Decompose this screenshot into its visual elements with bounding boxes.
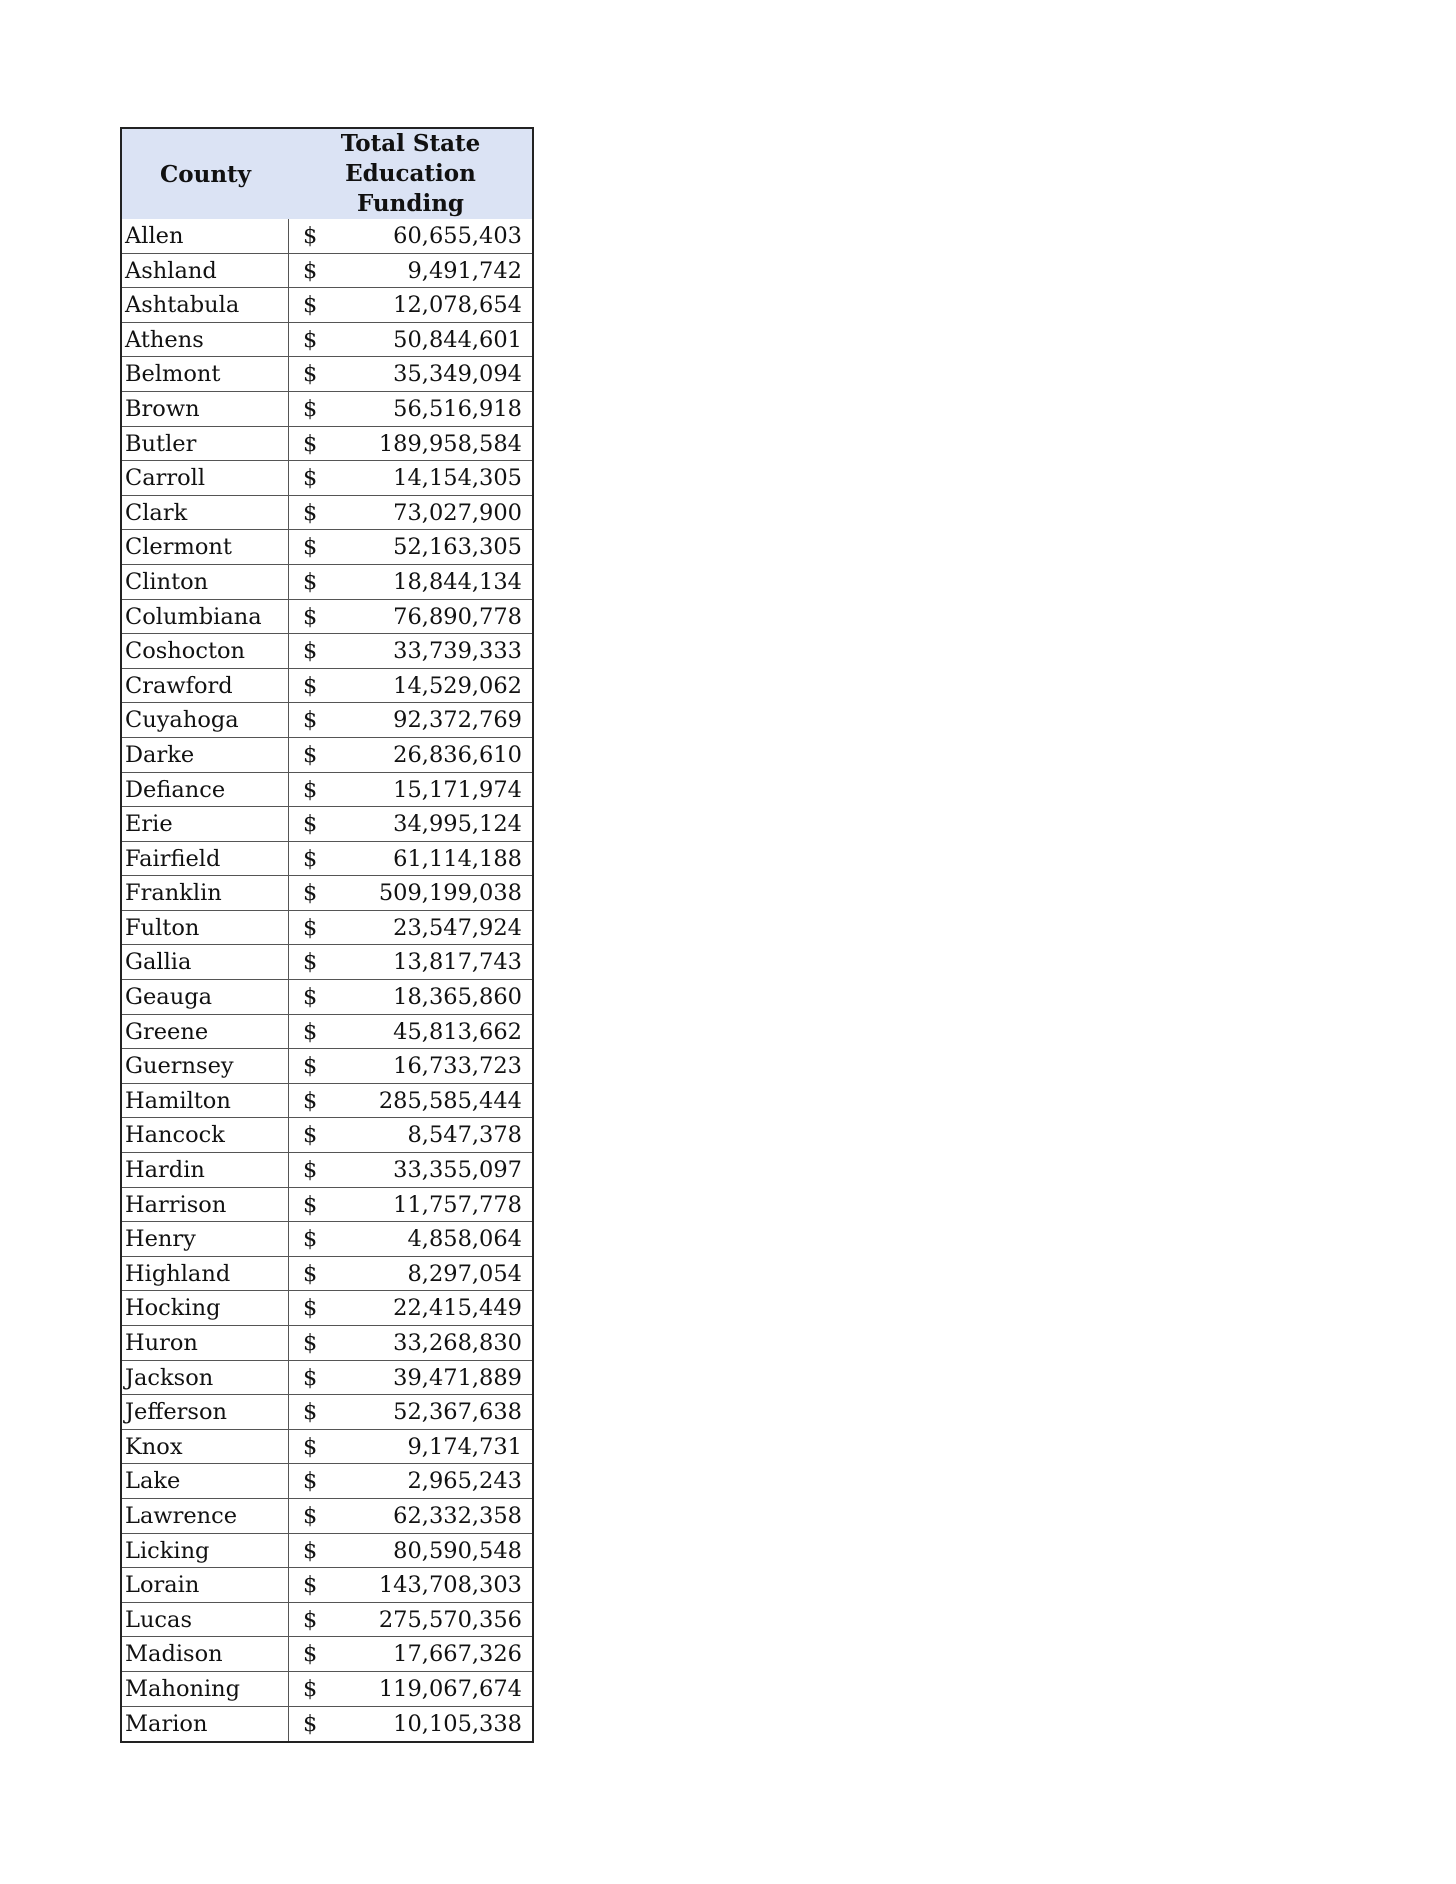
table-row bbox=[122, 600, 532, 635]
county-cell: Fulton bbox=[122, 911, 289, 945]
currency-symbol: $ bbox=[303, 1053, 318, 1080]
currency-symbol: $ bbox=[303, 1710, 318, 1737]
currency-symbol: $ bbox=[303, 1330, 318, 1356]
table-row bbox=[122, 1257, 532, 1292]
funding-value-cell: 62,332,358 bbox=[393, 1502, 522, 1529]
funding-value-cell: 14,154,305 bbox=[393, 465, 522, 492]
funding-value-cell: 12,078,654 bbox=[393, 292, 522, 319]
currency-symbol: $ bbox=[303, 223, 318, 249]
currency-symbol: $ bbox=[303, 499, 318, 526]
funding-value-cell: 285,585,444 bbox=[378, 1087, 522, 1114]
funding-value-cell: 33,739,333 bbox=[393, 638, 522, 665]
table-row bbox=[122, 1464, 532, 1499]
county-cell: Belmont bbox=[122, 357, 289, 391]
table-row bbox=[122, 1707, 532, 1742]
funding-value-cell: 18,844,134 bbox=[393, 568, 522, 595]
currency-symbol: $ bbox=[303, 292, 318, 319]
currency-symbol: $ bbox=[303, 1260, 318, 1287]
currency-symbol: $ bbox=[303, 1157, 318, 1184]
currency-symbol: $ bbox=[303, 326, 318, 353]
table-row bbox=[122, 1188, 532, 1223]
funding-value-cell: 17,667,326 bbox=[393, 1641, 522, 1668]
currency-symbol: $ bbox=[303, 361, 318, 388]
currency-symbol: $ bbox=[303, 1606, 318, 1633]
funding-value-cell: 189,958,584 bbox=[378, 430, 522, 457]
table-row bbox=[122, 530, 532, 565]
table-row bbox=[122, 1118, 532, 1153]
funding-value-cell: 52,163,305 bbox=[393, 534, 522, 561]
county-cell: Hancock bbox=[122, 1118, 289, 1152]
currency-symbol: $ bbox=[303, 741, 318, 768]
funding-value-cell: 34,995,124 bbox=[393, 811, 522, 838]
county-cell: Hocking bbox=[122, 1291, 289, 1325]
county-cell: Highland bbox=[122, 1257, 289, 1291]
currency-symbol: $ bbox=[303, 1087, 318, 1114]
header-county bbox=[122, 129, 289, 219]
currency-symbol: $ bbox=[303, 1018, 318, 1045]
county-cell: Coshocton bbox=[122, 634, 289, 668]
table-row bbox=[122, 357, 532, 392]
currency-symbol: $ bbox=[303, 949, 318, 976]
funding-value-cell: 22,415,449 bbox=[393, 1295, 522, 1322]
county-cell: Ashtabula bbox=[122, 288, 289, 322]
county-cell: Columbiana bbox=[122, 600, 289, 634]
county-cell: Butler bbox=[122, 427, 289, 461]
funding-value-cell: 52,367,638 bbox=[393, 1399, 522, 1426]
funding-value-cell: 45,813,662 bbox=[393, 1018, 522, 1045]
table-row bbox=[122, 565, 532, 600]
funding-value-cell: 275,570,356 bbox=[378, 1606, 522, 1633]
county-cell: Huron bbox=[122, 1326, 289, 1360]
currency-symbol: $ bbox=[303, 1295, 318, 1322]
table-row bbox=[122, 288, 532, 323]
funding-value-cell: 73,027,900 bbox=[393, 499, 522, 526]
county-cell: Lucas bbox=[122, 1603, 289, 1637]
county-cell: Knox bbox=[122, 1430, 289, 1464]
table-row bbox=[122, 1291, 532, 1326]
currency-symbol: $ bbox=[303, 845, 318, 872]
table-row bbox=[122, 219, 532, 254]
currency-symbol: $ bbox=[303, 811, 318, 838]
header-county-label: County bbox=[159, 160, 252, 188]
currency-symbol: $ bbox=[303, 395, 318, 422]
funding-value-cell: 56,516,918 bbox=[393, 395, 522, 422]
funding-value-cell: 33,355,097 bbox=[393, 1157, 522, 1184]
currency-symbol: $ bbox=[303, 1675, 318, 1702]
currency-symbol: $ bbox=[303, 465, 318, 492]
currency-symbol: $ bbox=[303, 1191, 318, 1218]
funding-value-cell: 92,372,769 bbox=[393, 707, 522, 734]
currency-symbol: $ bbox=[303, 638, 318, 665]
county-cell: Hamilton bbox=[122, 1084, 289, 1118]
table-row bbox=[122, 1326, 532, 1361]
funding-value-cell: 15,171,974 bbox=[393, 776, 522, 803]
county-cell: Defiance bbox=[122, 773, 289, 807]
county-cell: Jackson bbox=[122, 1361, 289, 1395]
currency-symbol: $ bbox=[303, 257, 318, 284]
funding-value-cell: 60,655,403 bbox=[393, 223, 522, 249]
table-row bbox=[122, 738, 532, 773]
county-cell: Brown bbox=[122, 392, 289, 426]
table-row bbox=[122, 1084, 532, 1119]
funding-value-cell: 2,965,243 bbox=[407, 1468, 522, 1495]
table-row bbox=[122, 807, 532, 842]
currency-symbol: $ bbox=[303, 1468, 318, 1495]
funding-value-cell: 119,067,674 bbox=[378, 1675, 522, 1702]
table-row bbox=[122, 1395, 532, 1430]
table-row bbox=[122, 669, 532, 704]
table-row bbox=[122, 634, 532, 669]
table-row bbox=[122, 773, 532, 808]
funding-value-cell: 11,757,778 bbox=[393, 1191, 522, 1218]
funding-value-cell: 33,268,830 bbox=[393, 1330, 522, 1356]
county-cell: Darke bbox=[122, 738, 289, 772]
funding-value-cell: 14,529,062 bbox=[393, 672, 522, 699]
table-row bbox=[122, 1568, 532, 1603]
county-cell: Lake bbox=[122, 1464, 289, 1498]
table-row bbox=[122, 842, 532, 877]
currency-symbol: $ bbox=[303, 914, 318, 941]
header-funding bbox=[289, 129, 532, 219]
funding-value-cell: 10,105,338 bbox=[393, 1710, 522, 1737]
county-cell: Crawford bbox=[122, 669, 289, 703]
currency-symbol: $ bbox=[303, 1226, 318, 1253]
table-row bbox=[122, 1430, 532, 1465]
county-cell: Lorain bbox=[122, 1568, 289, 1602]
currency-symbol: $ bbox=[303, 534, 318, 561]
county-cell: Geauga bbox=[122, 980, 289, 1014]
county-cell: Cuyahoga bbox=[122, 703, 289, 737]
county-cell: Guernsey bbox=[122, 1049, 289, 1083]
table-row bbox=[122, 945, 532, 980]
table-row bbox=[122, 703, 532, 738]
funding-value-cell: 18,365,860 bbox=[393, 984, 522, 1011]
funding-value-cell: 509,199,038 bbox=[378, 880, 522, 907]
funding-table bbox=[120, 127, 534, 1743]
table-header bbox=[122, 129, 532, 219]
county-cell: Gallia bbox=[122, 945, 289, 979]
county-cell: Henry bbox=[122, 1222, 289, 1256]
county-cell: Hardin bbox=[122, 1153, 289, 1187]
funding-value-cell: 76,890,778 bbox=[393, 603, 522, 630]
currency-symbol: $ bbox=[303, 1502, 318, 1529]
county-cell: Athens bbox=[122, 323, 289, 357]
table-row bbox=[122, 1049, 532, 1084]
funding-value-cell: 39,471,889 bbox=[393, 1364, 522, 1391]
county-cell: Allen bbox=[122, 219, 289, 253]
currency-symbol: $ bbox=[303, 707, 318, 734]
currency-symbol: $ bbox=[303, 1641, 318, 1668]
header-funding-line2: Education Funding bbox=[345, 160, 476, 217]
currency-symbol: $ bbox=[303, 984, 318, 1011]
county-cell: Marion bbox=[122, 1707, 289, 1742]
table-row bbox=[122, 876, 532, 911]
county-cell: Lawrence bbox=[122, 1499, 289, 1533]
currency-symbol: $ bbox=[303, 1364, 318, 1391]
county-cell: Franklin bbox=[122, 876, 289, 910]
county-cell: Clermont bbox=[122, 530, 289, 564]
table-row bbox=[122, 427, 532, 462]
funding-value-cell: 8,547,378 bbox=[407, 1122, 522, 1149]
header-funding-line1: Total State bbox=[340, 130, 481, 157]
currency-symbol: $ bbox=[303, 1399, 318, 1426]
county-cell: Clark bbox=[122, 496, 289, 530]
funding-value-cell: 23,547,924 bbox=[393, 914, 522, 941]
table-row bbox=[122, 1153, 532, 1188]
table-row bbox=[122, 254, 532, 289]
table-row bbox=[122, 461, 532, 496]
table-row bbox=[122, 1015, 532, 1050]
table-row bbox=[122, 1672, 532, 1707]
currency-symbol: $ bbox=[303, 1433, 318, 1460]
funding-value-cell: 35,349,094 bbox=[393, 361, 522, 388]
table-row bbox=[122, 496, 532, 531]
county-cell: Licking bbox=[122, 1534, 289, 1568]
county-cell: Carroll bbox=[122, 461, 289, 495]
table-row bbox=[122, 980, 532, 1015]
table-row bbox=[122, 1637, 532, 1672]
currency-symbol: $ bbox=[303, 1572, 318, 1599]
county-cell: Erie bbox=[122, 807, 289, 841]
table-row bbox=[122, 1361, 532, 1396]
table-row bbox=[122, 1499, 532, 1534]
funding-value-cell: 80,590,548 bbox=[393, 1537, 522, 1564]
table-row bbox=[122, 911, 532, 946]
funding-value-cell: 8,297,054 bbox=[407, 1260, 522, 1287]
county-cell: Ashland bbox=[122, 254, 289, 288]
funding-value-cell: 9,491,742 bbox=[407, 257, 522, 284]
funding-value-cell: 13,817,743 bbox=[393, 949, 522, 976]
currency-symbol: $ bbox=[303, 672, 318, 699]
table-body bbox=[122, 219, 532, 1741]
table-row bbox=[122, 1534, 532, 1569]
table-row bbox=[122, 323, 532, 358]
county-cell: Harrison bbox=[122, 1188, 289, 1222]
currency-symbol: $ bbox=[303, 430, 318, 457]
table-row bbox=[122, 392, 532, 427]
funding-value-cell: 16,733,723 bbox=[393, 1053, 522, 1080]
currency-symbol: $ bbox=[303, 568, 318, 595]
county-cell: Greene bbox=[122, 1015, 289, 1049]
currency-symbol: $ bbox=[303, 603, 318, 630]
currency-symbol: $ bbox=[303, 776, 318, 803]
table-row bbox=[122, 1603, 532, 1638]
funding-value-cell: 143,708,303 bbox=[378, 1572, 522, 1599]
currency-symbol: $ bbox=[303, 1537, 318, 1564]
funding-value-cell: 50,844,601 bbox=[393, 326, 522, 353]
funding-value-cell: 4,858,064 bbox=[407, 1226, 522, 1253]
county-cell: Clinton bbox=[122, 565, 289, 599]
funding-value-cell: 61,114,188 bbox=[393, 845, 522, 872]
county-cell: Mahoning bbox=[122, 1672, 289, 1706]
county-cell: Madison bbox=[122, 1637, 289, 1671]
table-row bbox=[122, 1222, 532, 1257]
county-cell: Jefferson bbox=[122, 1395, 289, 1429]
funding-value-cell: 9,174,731 bbox=[407, 1433, 522, 1460]
currency-symbol: $ bbox=[303, 880, 318, 907]
funding-value-cell: 26,836,610 bbox=[393, 741, 522, 768]
currency-symbol: $ bbox=[303, 1122, 318, 1149]
county-cell: Fairfield bbox=[122, 842, 289, 876]
